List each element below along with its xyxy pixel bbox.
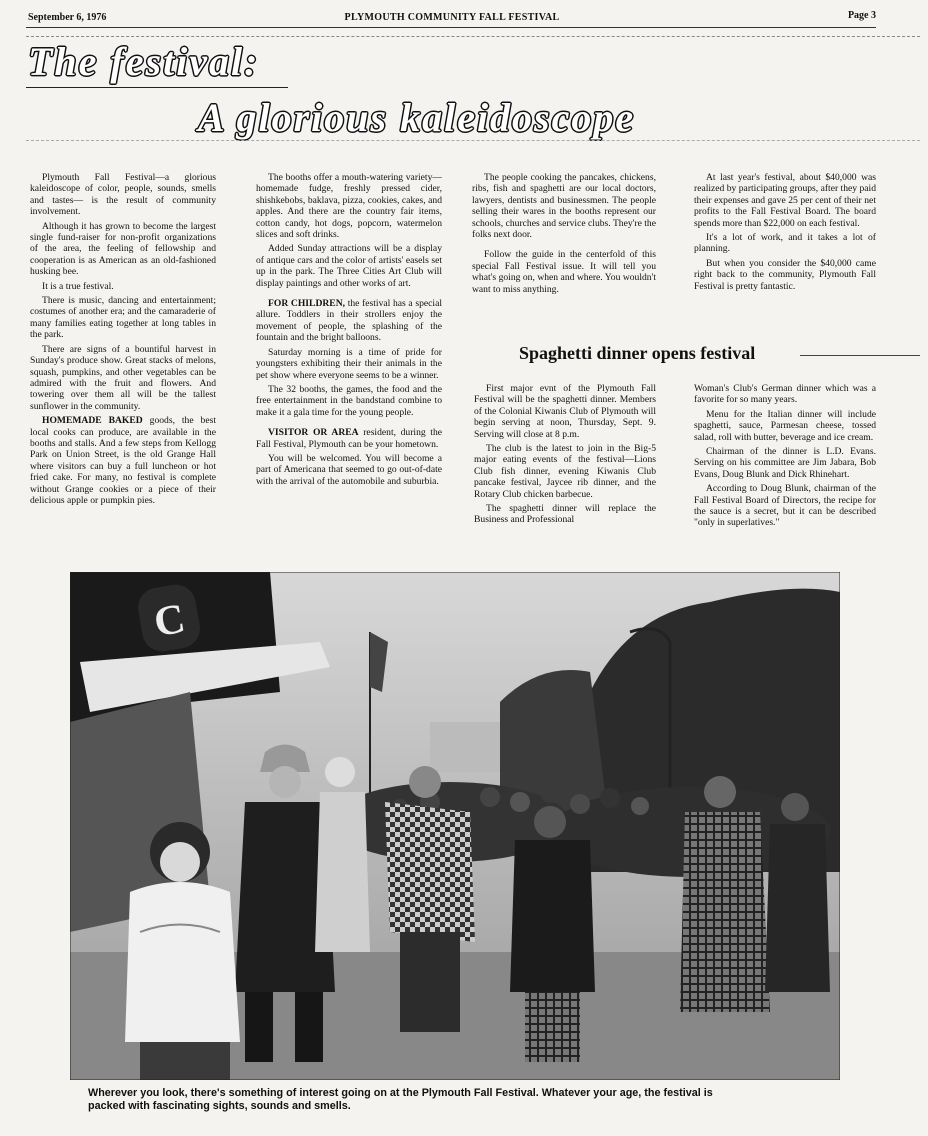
paragraph: According to Doug Blunk, chairman of the Fall Festival Board of Directors, the recipe for the sauce is a secret, but it can be described "only in superlatives."	[694, 483, 876, 529]
article-2-column-1	[474, 383, 656, 529]
paragraph: Woman's Club's German dinner which was a favorite for so many years.	[694, 383, 876, 406]
headline-rule	[26, 87, 288, 88]
sign-letter: C	[150, 595, 189, 647]
headline-rule-right	[800, 355, 920, 356]
masthead	[28, 8, 876, 26]
masthead-rule	[26, 27, 876, 28]
paragraph: The 32 booths, the games, the food and the free entertainment in the bandstand combine to make it a gala time for the young people.	[256, 383, 442, 418]
festival-crowd-illustration	[70, 572, 840, 1080]
paragraph: There are signs of a bountiful harvest in Sunday's produce show. Great stacks of melons, squash, pumpkins, and other vegetables can be admired with the fruit and flowers. And towering over them all will be the tallest sunflower in the community.	[30, 343, 216, 412]
headline-line-2: A glorious kaleidoscope	[198, 95, 636, 140]
masthead-rule-2	[26, 36, 920, 37]
bold-lead: HOMEMADE BAKED	[42, 415, 143, 427]
paragraph-rest: resident, during the Fall Festival, Plymouth can be your hometown.	[256, 427, 442, 450]
paragraph: Saturday morning is a time of pride for youngsters exhibiting their their animals in the pet show where everyone seems to be a winner.	[256, 346, 442, 381]
headline-bottom-rule	[26, 140, 920, 141]
paragraph: The people cooking the pancakes, chickens, ribs, fish and spaghetti are our local doctors, lawyers, dentists and businessmen. The people selling their wares in the booths represent our schools, churches and service clubs. They're the folks next door.	[472, 172, 656, 241]
distant-building	[430, 722, 500, 772]
paragraph: The club is the latest to join in the Big-5 major eating events of the festival—Lions Club fish dinner, evening Kiwanis Club pancake festival, Jaycee rib dinner, and the Rotary Club chicken barbecue.	[474, 443, 656, 500]
bold-lead: VISITOR OR AREA	[268, 427, 359, 439]
paragraph: The booths offer a mouth-watering variety—homemade fudge, freshly pressed cider, shishkebobs, baklava, pizza, cookies, cakes, and apples. And there are the country fair items, cotton candy, hot dogs, popcorn, watermelon slices and soft drinks.	[256, 172, 442, 241]
paragraph: There is music, dancing and entertainment; costumes of another era; and the camaraderie of many families eating together at long tables in the park.	[30, 295, 216, 341]
paragraph: Follow the guide in the centerfold of this special Fall Festival issue. It will tell you what's going on, when and where. You wouldn't want to miss anything.	[472, 249, 656, 295]
paragraph: But when you consider the $40,000 came right back to the community, Plymouth Fall Festival is pretty fantastic.	[694, 257, 876, 292]
paragraph: Plymouth Fall Festival—a glorious kaleidoscope of color, people, sounds, smells and tastes— is the result of community involvement.	[30, 172, 216, 218]
caption-line-1: Wherever you look, there's something of interest going on at the Plymouth Fall Festival. Whatever your age, the festival is	[88, 1087, 713, 1099]
photo-caption	[88, 1087, 848, 1113]
article-2-column-2	[694, 383, 876, 532]
headline-line-1: The festival:	[28, 39, 260, 84]
article-column-2	[256, 172, 442, 490]
page-number: Page 3	[847, 10, 876, 21]
bold-lead: FOR CHILDREN,	[268, 298, 346, 310]
paper-title: PLYMOUTH COMMUNITY FALL FESTIVAL	[344, 12, 560, 23]
paragraph: At last year's festival, about $40,000 was realized by participating groups, after they paid their expenses and gave 25 per cent of their net profits to the Fall Festival Board. The board spends more than $22,000 on each festival.	[694, 172, 876, 229]
paragraph: Although it has grown to become the largest single fund-raiser for non-profit organizations of the area, the feeling of fellowship and cooperation is as American as an old-fashioned husking bee.	[30, 220, 216, 278]
paragraph	[256, 427, 442, 450]
issue-date: September 6, 1976	[28, 12, 107, 23]
article-column-1	[30, 172, 216, 509]
paragraph: Chairman of the dinner is L.D. Evans. Serving on his committee are Jim Jabara, Bob Evans, Doug Blunk and Dick Rhinehart.	[694, 446, 876, 480]
article-column-4	[694, 172, 876, 295]
paragraph-rest: goods, the best local cooks can produce, are available in the booths and stalls. And a few steps from Kellogg Park on Union Street, is the old Grange Hall where visitors can buy a full luncheon or hot fried cake. For many, no festival is complete without Grange cookies or a piece of their delicious apple or pumpkin pies.	[30, 415, 216, 506]
article-column-3	[472, 172, 656, 298]
article-2-headline: Spaghetti dinner opens festival	[519, 343, 756, 363]
paragraph: You will be welcomed. You will become a part of Americana that seemed to go out-of-date with the arrival of the automobile and suburbia.	[256, 452, 442, 487]
paragraph: Added Sunday attractions will be a display of antique cars and the color of artists' easels set up in the park. The Three Cities Art Club will display paintings and other works of art.	[256, 243, 442, 289]
paragraph	[256, 298, 442, 344]
paragraph	[30, 415, 216, 506]
paragraph: Menu for the Italian dinner will include spaghetti, sauce, Parmesan cheese, tossed salad, roll with butter, beverage and ice cream.	[694, 408, 876, 443]
paragraph: It's a lot of work, and it takes a lot of planning.	[694, 232, 876, 255]
paragraph: It is a true festival.	[42, 280, 114, 292]
festival-photo	[70, 572, 840, 1080]
paragraph-rest: the festival has a special allure. Toddlers in their strollers enjoy the movement of people, the splashing of the fountain and the bright balloons.	[256, 298, 442, 344]
paragraph: The spaghetti dinner will replace the Business and Professional	[474, 503, 656, 526]
caption-line-2: packed with fascinating sights, sounds and smells.	[88, 1100, 351, 1112]
paragraph: First major evnt of the Plymouth Fall Festival will be the spaghetti dinner. Members of the Colonial Kiwanis Club of Plymouth will begin serving at noon, Thursday, Sept. 9. Serving will close at 8 p.m.	[474, 383, 656, 440]
